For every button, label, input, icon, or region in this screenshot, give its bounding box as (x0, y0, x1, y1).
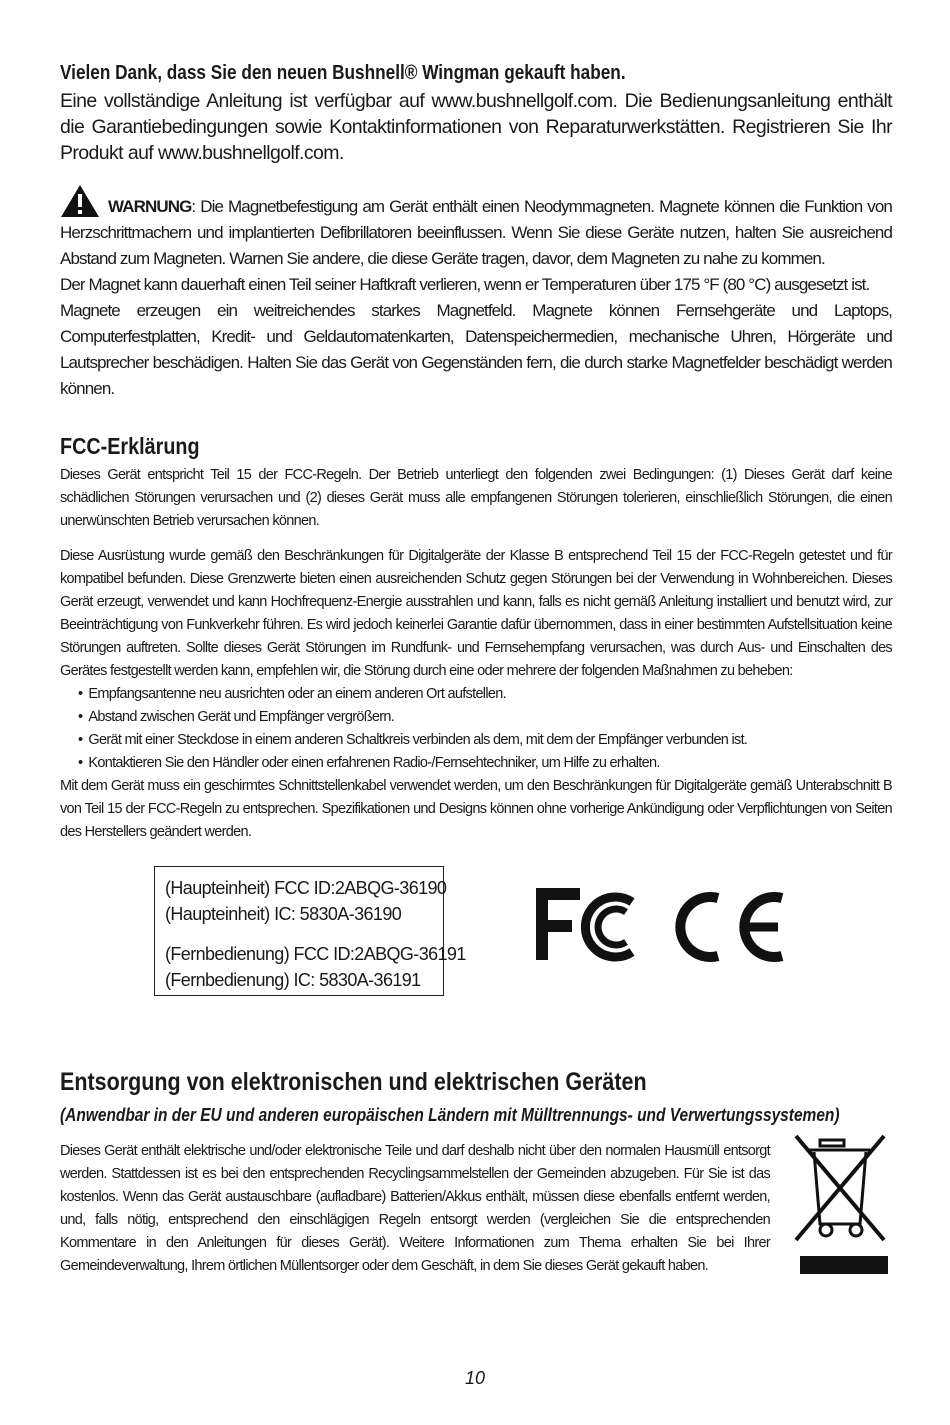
disposal-title: Entsorgung von elektronischen und elektrischen Geräten (60, 1068, 647, 1096)
fcc-title: FCC-Erklärung (60, 433, 200, 459)
certification-logos (532, 886, 832, 966)
fcc-paragraph-2: Diese Ausrüstung wurde gemäß den Beschränkungen für Digitalgeräte der Klasse B entsprechend Teil 15 der FCC-Regeln getestet und für kompatibel befunden. Diese Grenzwerte bieten einen ausreichenden Schutz gegen Störungen bei der Verwendung in Wohnbereichen. Dieses Gerät erzeugt, verwendet und kann Hochfrequenz-Energie ausstrahlen und kann, falls es nicht gemäß Anleitung installiert und benutzt wird, zur Beeinträchtigung von Funkverkehr führen. Es wird jedoch keinerlei Garantie dafür übernommen, dass in einer bestimmten Aufstellsituation keine Störungen auftreten. Sollte dieses Gerät Störungen im Rundfunk- und Fernsehempfang verursachen, was durch Aus- und Einschalten des Gerätes festgestellt werden kann, empfehlen wir, die Störung durch eine oder mehrere der folgenden Maßnahmen zu beheben: (60, 548, 892, 679)
ic-id-line: (Fernbedienung) IC: 5830A-36191 (165, 970, 421, 990)
fcc-logo (542, 894, 632, 960)
list-item: • Empfangsantenne neu ausrichten oder an einem anderen Ort aufstellen. (78, 683, 892, 706)
intro-body: Eine vollständige Anleitung ist verfügbar auf www.bushnellgolf.com. Die Bedienungsanleitung enthält die Garantiebedingungen sowie Kontaktinformationen von Reparaturwerkstätten. Registrieren Sie Ihr Produkt auf www.bushnellgolf.com. (60, 90, 892, 164)
disposal-subtitle: (Anwendbar in der EU und anderen europäischen Ländern mit Mülltrennungs- und Verwertungssystemen) (60, 1105, 840, 1125)
fcc-id-line: (Fernbedienung) FCC ID:2ABQG-36191 (165, 944, 466, 964)
disposal-text: Dieses Gerät enthält elektrische und/oder elektronische Teile und darf deshalb nicht über den normalen Hausmüll entsorgt werden. Stattdessen ist es bei den entsprechenden Recyclingsammelstellen der Gemeinden abzugeben. Für Sie ist das kostenlos. Wenn das Gerät austauschbare (aufladbare) Batterien/Akkus enthält, müssen diese ebenfalls entfernt werden, und, falls nötig, entsprechend den einschlägigen Regeln entsorgt werden (vergleichen Sie die entsprechenden Kommentare in den Anleitungen für dieses Gerät). Weitere Informationen zum Thema erhalten Sie bei Ihrer Gemeindeverwaltung, Ihrem örtlichen Müllentsorger oder dem Geschäft, in dem Sie dieses Gerät gekauft haben. (60, 1143, 770, 1274)
warning-block (60, 184, 892, 402)
ce-mark (680, 897, 782, 957)
warning-label: WARNUNG (108, 197, 192, 216)
warning-item: Magnete erzeugen ein weitreichendes starkes Magnetfeld. Magnete können Fernsehgeräte und Laptops, Computerfestplatten, Kredit- und Geldautomatenkarten, Datenspeichermedien, mechanische Uhren, Hörgeräte und Lautsprecher beschädigen. Halten Sie das Gerät von Gegenständen fern, die durch starke Magnetfelder beschädigt werden können. (60, 301, 892, 398)
intro-title: Vielen Dank, dass Sie den neuen Bushnell® Wingman gekauft haben. (60, 62, 626, 84)
fcc-paragraph-3: Mit dem Gerät muss ein geschirmtes Schnittstellenkabel verwendet werden, um den Beschränkungen für Digitalgeräte gemäß Unterabschnitt B von Teil 15 der FCC-Regeln zu entsprechen. Spezifikationen und Designs können ohne vorherige Ankündigung oder Verpflichtungen von Seiten des Herstellers geändert werden. (60, 778, 892, 840)
ic-id-line: (Haupteinheit) IC: 5830A-36190 (165, 904, 402, 924)
fcc-id-box (154, 866, 466, 996)
warning-triangle-icon (60, 184, 100, 218)
warning-item: Der Magnet kann dauerhaft einen Teil seiner Haftkraft verlieren, wenn er Temperaturen über 175 °F (80 °C) ausgesetzt ist. (60, 275, 870, 294)
list-item: • Kontaktieren Sie den Händler oder einen erfahrenen Radio-/Fernsehtechniker, um Hilfe zu erhalten. (78, 752, 892, 775)
manual-page (60, 58, 892, 1278)
disposal-row (60, 1140, 892, 1278)
fcc-paragraph-1: Dieses Gerät entspricht Teil 15 der FCC-Regeln. Der Betrieb unterliegt den folgenden zwei Bedingungen: (1) Dieses Gerät darf keine schädlichen Störungen verursachen und (2) dieses Gerät muss alle empfangenen Störungen tolerieren, einschließlich Störungen, die einen unerwünschten Betrieb verursachen können. (60, 467, 892, 529)
warning-text-paragraph (60, 184, 892, 272)
warning-text: : Die Magnetbefestigung am Gerät enthält einen Neodymmagneten. Magnete können die Funktion von Herzschrittmachern und implantierten Defibrillatoren beeinflussen. Wenn Sie diese Geräte nutzen, halten Sie ausreichend Abstand zum Magneten. Warnen Sie andere, die diese Geräte tragen, davor, dem Magneten zu nahe zu kommen. (60, 197, 892, 268)
list-item: • Gerät mit einer Steckdose in einem anderen Schaltkreis verbinden als dem, mit dem der Empfänger verbunden ist. (78, 729, 892, 752)
list-item: • Abstand zwischen Gerät und Empfänger vergrößern. (78, 706, 892, 729)
page-number: 10 (464, 1368, 486, 1388)
fcc-measures-list (60, 683, 892, 775)
fcc-id-line: (Haupteinheit) FCC ID:2ABQG-36190 (165, 878, 447, 898)
certification-row (60, 866, 892, 1066)
crossed-out-bin-icon (790, 1128, 890, 1278)
